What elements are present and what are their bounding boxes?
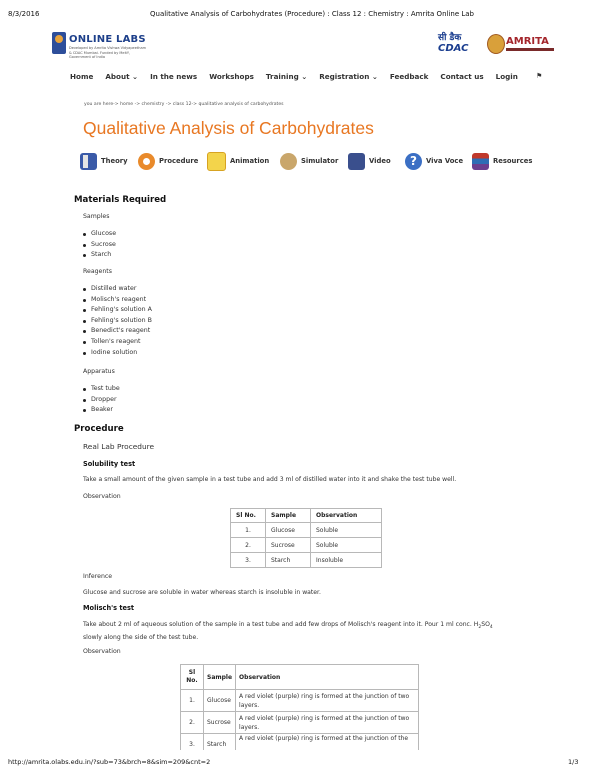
- table-cell: A red violet (purple) ring is formed at the junction of two layers.: [236, 690, 419, 712]
- tab-video[interactable]: [348, 150, 391, 172]
- amrita-seal-icon: [487, 34, 505, 54]
- main-nav: [70, 72, 530, 81]
- table-cell: Soluble: [311, 538, 382, 553]
- amrita-word: AMRITA: [506, 36, 549, 47]
- book-icon: [80, 153, 97, 170]
- table-cell: Starch: [266, 553, 311, 568]
- list-item: Beaker: [83, 405, 120, 416]
- print-date: 8/3/2016: [8, 10, 40, 18]
- list-item: Fehling's solution A: [83, 305, 152, 316]
- molisch-text-part1: Take about 2 ml of aqueous solution of the sample in a test tube and add few drops of Molisch's reagent into it. Pour 1 ml conc. H: [83, 621, 479, 628]
- tab-animation-label: Animation: [230, 157, 270, 165]
- solubility-table: [230, 508, 382, 568]
- list-item: Benedict's reagent: [83, 326, 152, 337]
- molisch-sub-4: 4: [489, 625, 493, 631]
- nav-item-about[interactable]: About ⌄: [105, 72, 139, 81]
- table-cell: A red violet (purple) ring is formed at the junction of the: [236, 734, 419, 751]
- molisch-text-so: SO: [481, 621, 490, 628]
- table-row: [231, 523, 382, 538]
- table-cell: Glucose: [204, 690, 236, 712]
- procedure-gear-icon: [138, 153, 155, 170]
- samples-label: Samples: [83, 213, 110, 220]
- print-url: http://amrita.olabs.edu.in/?sub=73&brch=8&sim=209&cnt=2: [8, 758, 211, 766]
- nav-item-home[interactable]: Home: [70, 72, 94, 81]
- table-row: [231, 553, 382, 568]
- tab-viva-voce[interactable]: [405, 150, 463, 172]
- online-labs-subtitle: Developed by Amrita Vishwa Vidyapeetham & CDAC Mumbai. Funded by MeitY, Government of India: [69, 46, 146, 59]
- molisch-sub-2: 2: [478, 625, 482, 631]
- cdac-hindi: सी डैक: [438, 33, 462, 43]
- page-title: Qualitative Analysis of Carbohydrates: [83, 118, 374, 138]
- nav-item-workshops[interactable]: Workshops: [209, 72, 254, 81]
- table-row: [181, 712, 419, 734]
- table-row: [181, 690, 419, 712]
- table-header: Sl No.: [181, 665, 204, 690]
- table-header: Sample: [266, 509, 311, 523]
- table-cell: Sucrose: [204, 712, 236, 734]
- tab-simulator-label: Simulator: [301, 157, 339, 165]
- list-item: Iodine solution: [83, 348, 152, 359]
- amrita-logo[interactable]: [487, 34, 555, 56]
- inference-label: Inference: [83, 573, 113, 580]
- table-header: Observation: [236, 665, 419, 690]
- molisch-title: Molisch's test: [83, 604, 135, 612]
- list-item: Test tube: [83, 384, 120, 395]
- table-cell: Insoluble: [311, 553, 382, 568]
- print-title: Qualitative Analysis of Carbohydrates (Procedure) : Class 12 : Chemistry : Amrita Online Lab: [150, 10, 474, 18]
- nav-item-login[interactable]: Login: [495, 72, 518, 81]
- tab-video-label: Video: [369, 157, 391, 165]
- materials-heading: Materials Required: [74, 195, 167, 205]
- table-cell: Sucrose: [266, 538, 311, 553]
- table-header: Sl No.: [231, 509, 266, 523]
- cdac-latin: CDAC: [438, 43, 469, 54]
- apparatus-label: Apparatus: [83, 368, 115, 375]
- table-cell: 1.: [231, 523, 266, 538]
- video-camera-icon: [348, 153, 365, 170]
- online-labs-logo[interactable]: [52, 32, 147, 60]
- online-labs-name: ONLINE LABS: [69, 34, 146, 45]
- tab-procedure-label: Procedure: [159, 157, 199, 165]
- books-stack-icon: [472, 153, 489, 170]
- tab-theory[interactable]: [80, 150, 128, 172]
- tab-simulator[interactable]: [280, 150, 338, 172]
- samples-list: [83, 229, 116, 261]
- molisch-observation-label: Observation: [83, 648, 121, 655]
- animation-clock-icon: [207, 152, 226, 171]
- table-cell: 3.: [231, 553, 266, 568]
- tab-procedure[interactable]: [138, 150, 198, 172]
- table-cell: 2.: [231, 538, 266, 553]
- molisch-text: [83, 620, 543, 643]
- list-item: Sucrose: [83, 240, 116, 251]
- table-cell: Glucose: [266, 523, 311, 538]
- nav-item-contact[interactable]: Contact us: [440, 72, 484, 81]
- solubility-title: Solubility test: [83, 460, 136, 468]
- table-row: [231, 538, 382, 553]
- breadcrumb: you are here-> home -> chemistry -> class 12-> qualitative analysis of carbohydrates: [84, 102, 284, 107]
- list-item: Distilled water: [83, 284, 152, 295]
- list-item: Molisch's reagent: [83, 295, 152, 306]
- cdac-logo[interactable]: [438, 30, 472, 60]
- list-item: Glucose: [83, 229, 116, 240]
- apparatus-list: [83, 384, 120, 416]
- table-cell: A red violet (purple) ring is formed at the junction of two layers.: [236, 712, 419, 734]
- question-icon: ?: [405, 153, 422, 170]
- table-cell: 1.: [181, 690, 204, 712]
- tab-viva-voce-label: Viva Voce: [426, 157, 464, 165]
- tab-resources[interactable]: [472, 150, 532, 172]
- external-link-icon[interactable]: ⚑: [536, 72, 543, 80]
- nav-item-news[interactable]: In the news: [150, 72, 198, 81]
- table-cell: Soluble: [311, 523, 382, 538]
- molisch-text-part2: slowly along the side of the test tube.: [83, 634, 199, 642]
- print-page-number: 1/3: [568, 758, 579, 766]
- inference-text: Glucose and sucrose are soluble in water whereas starch is insoluble in water.: [83, 589, 321, 596]
- tab-resources-label: Resources: [493, 157, 533, 165]
- reagents-list: [83, 284, 152, 358]
- procedure-heading: Procedure: [74, 424, 124, 434]
- reagents-label: Reagents: [83, 268, 112, 275]
- molisch-table: [180, 664, 419, 750]
- nav-item-registration[interactable]: Registration ⌄: [319, 72, 378, 81]
- table-header: Observation: [311, 509, 382, 523]
- list-item: Starch: [83, 250, 116, 261]
- solubility-text: Take a small amount of the given sample in a test tube and add 3 ml of distilled water into it and shake the test tube well.: [83, 476, 457, 483]
- table-cell: 2.: [181, 712, 204, 734]
- tab-theory-label: Theory: [101, 157, 128, 165]
- nav-item-feedback[interactable]: Feedback: [389, 72, 429, 81]
- molisch-table-clip: [180, 664, 430, 750]
- list-item: Fehling's solution B: [83, 316, 152, 327]
- online-labs-mark-icon: [52, 32, 66, 54]
- table-row: [181, 734, 419, 751]
- nav-item-training[interactable]: Training ⌄: [265, 72, 308, 81]
- table-header: Sample: [204, 665, 236, 690]
- tab-animation[interactable]: [207, 150, 269, 172]
- list-item: Tollen's reagent: [83, 337, 152, 348]
- simulator-person-icon: [280, 153, 297, 170]
- real-lab-label: Real Lab Procedure: [83, 442, 155, 451]
- table-cell: 3.: [181, 734, 204, 751]
- list-item: Dropper: [83, 395, 120, 406]
- solubility-observation-label: Observation: [83, 493, 121, 500]
- table-cell: Starch: [204, 734, 236, 751]
- amrita-underline: [506, 48, 554, 51]
